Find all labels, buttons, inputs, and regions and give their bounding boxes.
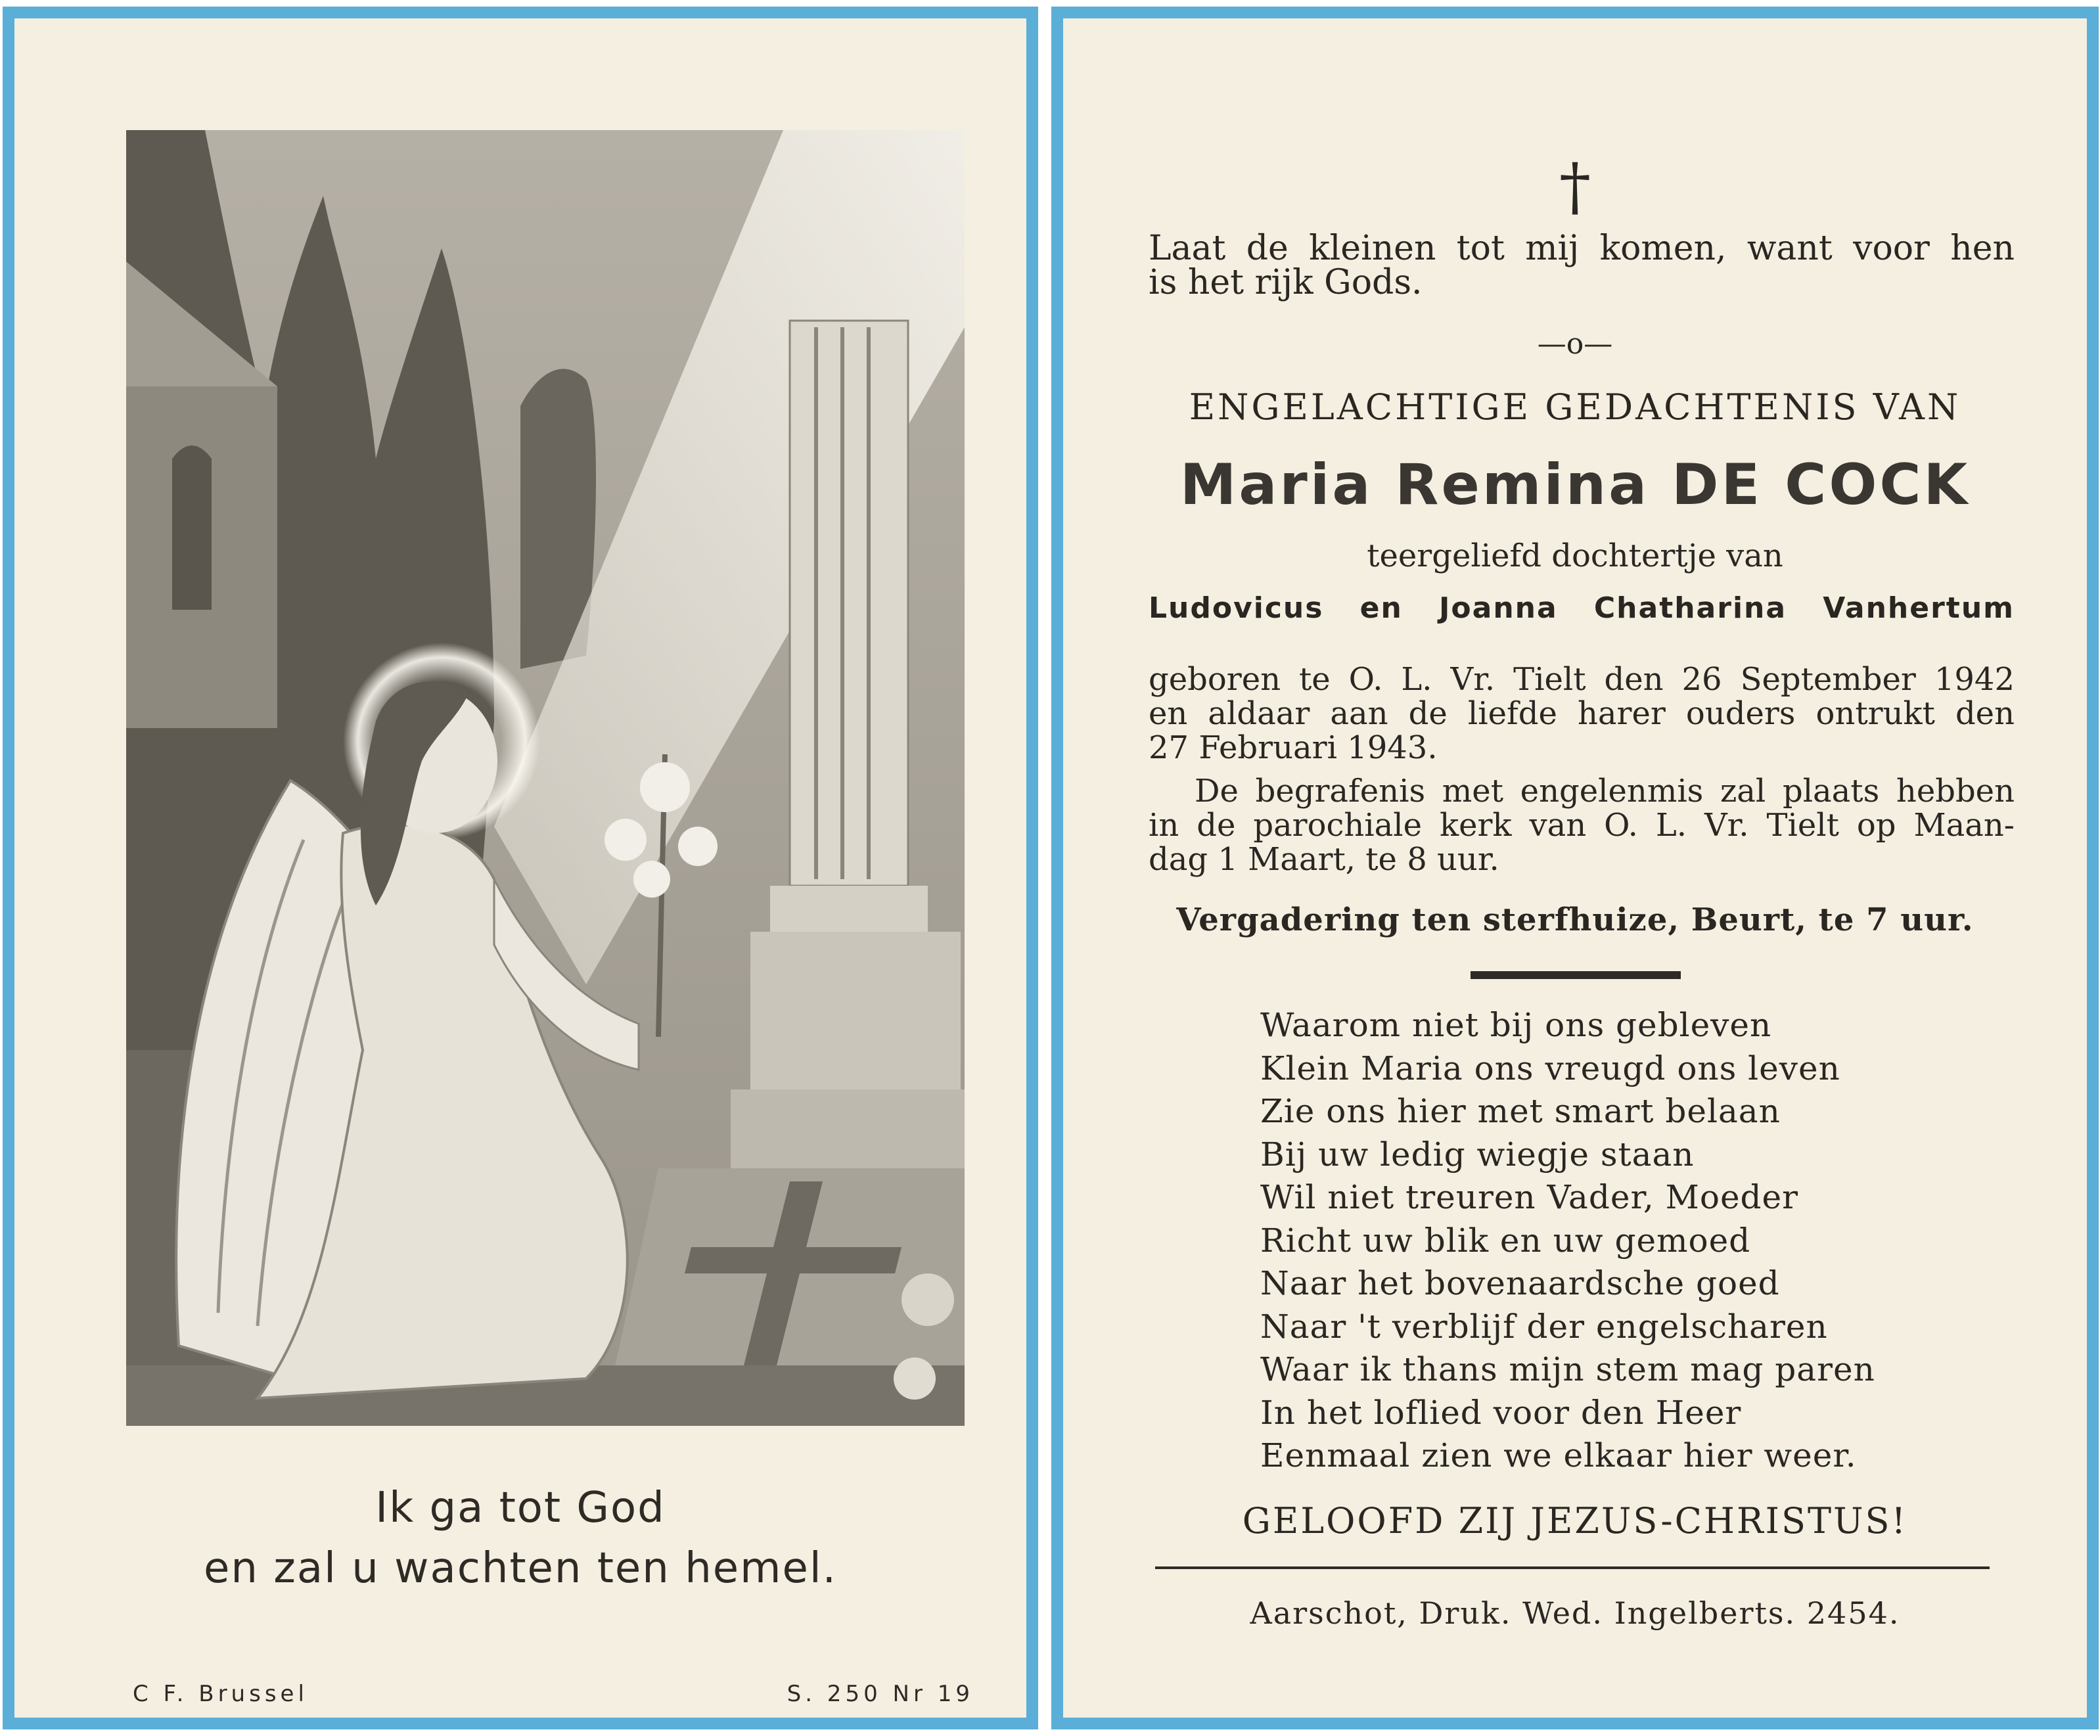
holy-card-back xyxy=(1051,7,2099,1729)
divider-rule xyxy=(1471,971,1681,979)
prayer-line-2: en zal u wachten ten hemel. xyxy=(204,1544,837,1593)
birth-line-2: en aldaar aan de liefde harer ouders ontrukt den xyxy=(1149,695,2015,732)
poem-line: Bij uw ledig wiegje staan xyxy=(1260,1135,1695,1174)
gathering-notice: Vergadering ten sterfhuize, Beurt, te 7 uur. xyxy=(1176,902,1974,938)
parents-names: Ludovicus en Joanna Chatharina Vanhertum xyxy=(1149,591,2015,625)
bible-verse-line-1: Laat de kleinen tot mij komen, want voor hen xyxy=(1149,229,2015,268)
prayer-line-1: Ik ga tot God xyxy=(375,1484,666,1532)
angel-illustration xyxy=(126,130,965,1426)
funeral-line-1: De begrafenis met engelenmis zal plaats hebben xyxy=(1195,773,2015,810)
footer-rule xyxy=(1155,1566,1990,1569)
poem-line: Zie ons hier met smart belaan xyxy=(1260,1092,1781,1130)
birth-line-3: 27 Februari 1943. xyxy=(1149,729,1438,766)
poem-line: Naar het bovenaardsche goed xyxy=(1260,1264,1780,1302)
memorial-poem xyxy=(1260,1004,1875,1478)
printer-credit: Aarschot, Druk. Wed. Ingelberts. 2454. xyxy=(1250,1595,1900,1631)
poem-line: Wil niet treuren Vader, Moeder xyxy=(1260,1178,1799,1216)
cross-icon: † xyxy=(1559,150,1591,223)
ornament-divider: —o— xyxy=(1537,327,1613,361)
series-number: S. 250 Nr 19 xyxy=(787,1681,974,1707)
poem-line: In het loflied voor den Heer xyxy=(1260,1393,1742,1432)
relation-text: teergeliefd dochtertje van xyxy=(1367,537,1783,574)
poem-line: Richt uw blik en uw gemoed xyxy=(1260,1221,1751,1260)
poem-line: Naar 't verblijf der engelscharen xyxy=(1260,1307,1828,1346)
funeral-line-2: in de parochiale kerk van O. L. Vr. Tielt op Maan- xyxy=(1149,807,2015,844)
poem-line: Waarom niet bij ons gebleven xyxy=(1260,1006,1772,1044)
deceased-name: Maria Remina DE COCK xyxy=(1179,452,1971,518)
memorial-heading: ENGELACHTIGE GEDACHTENIS VAN xyxy=(1189,386,1961,428)
bible-verse-line-2: is het rijk Gods. xyxy=(1149,263,1423,302)
holy-card-front xyxy=(3,7,1038,1729)
poem-line: Eenmaal zien we elkaar hier weer. xyxy=(1260,1436,1857,1474)
birth-line-1: geboren te O. L. Vr. Tielt den 26 September 1942 xyxy=(1149,661,2015,698)
publisher-credit: C F. Brussel xyxy=(133,1681,308,1707)
funeral-line-3: dag 1 Maart, te 8 uur. xyxy=(1149,841,1499,878)
poem-line: Klein Maria ons vreugd ons leven xyxy=(1260,1049,1840,1087)
poem-line: Waar ik thans mijn stem mag paren xyxy=(1260,1350,1875,1388)
closing-acclamation: GELOOFD ZIJ JEZUS-CHRISTUS! xyxy=(1242,1500,1908,1542)
